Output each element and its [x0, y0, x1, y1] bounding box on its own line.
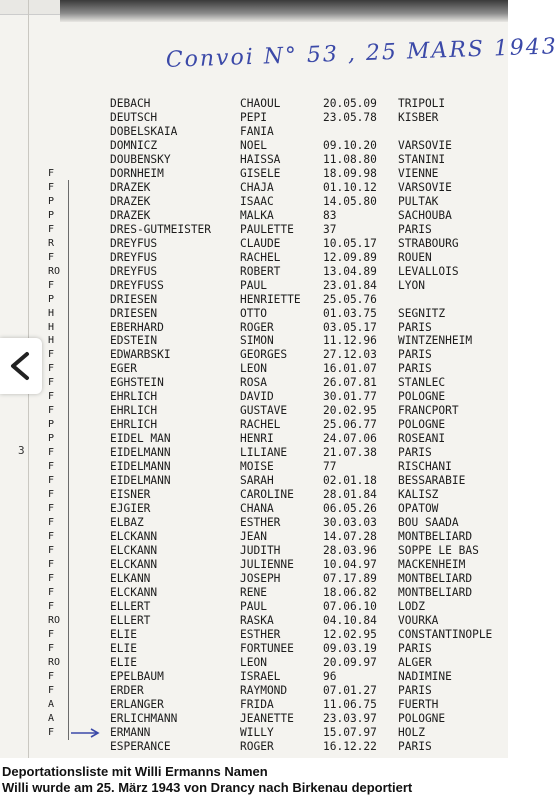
surname: ELLERT [110, 613, 151, 627]
surname: ELIE [110, 641, 137, 655]
previous-image-button[interactable] [0, 338, 42, 394]
surname: EJGIER [110, 502, 151, 516]
birth-place: ALGER [398, 655, 432, 669]
surname: ELCKANN [110, 558, 158, 571]
column-divider-line [68, 180, 69, 740]
birth-place: VIENNE [398, 166, 439, 180]
birth-place: SOPPE LE BAS [398, 544, 479, 558]
surname: DOBELSKAIA [110, 124, 178, 138]
birth-date: 25.06.77 [323, 418, 377, 432]
first-name: RASKA [240, 613, 274, 627]
nationality-code: P [48, 433, 55, 445]
birth-date: 13.04.89 [323, 264, 377, 278]
nationality-code: RO [48, 265, 61, 277]
birth-place: PARIS [398, 320, 432, 334]
birth-date: 28.03.96 [323, 544, 377, 558]
first-name: CAROLINE [240, 488, 294, 502]
first-name: LEON [240, 362, 267, 376]
handwritten-convoy-title: Convoi N° 53 , 25 MARS 1943 [165, 34, 559, 73]
nationality-code: F [48, 251, 55, 263]
birth-place: POLOGNE [398, 418, 446, 432]
nationality-code: F [48, 475, 55, 487]
birth-place: WINTZENHEIM [398, 334, 473, 348]
surname: DRAZEK [110, 180, 151, 194]
nationality-code: F [48, 642, 55, 654]
surname: ELKANN [110, 571, 151, 585]
surname: DREYFUS [110, 264, 158, 278]
birth-place: PARIS [398, 446, 432, 460]
nationality-code: F [48, 517, 55, 529]
birth-date: 21.07.38 [323, 446, 377, 460]
birth-date: 10.04.97 [323, 558, 377, 571]
birth-place: STRABOURG [398, 236, 459, 250]
birth-place: STANINI [398, 152, 446, 166]
first-name: SIMON [240, 334, 274, 348]
nationality-code: F [48, 586, 55, 598]
birth-date: 12.02.95 [323, 627, 377, 641]
birth-place: PULTAK [398, 194, 439, 208]
surname: DORNHEIM [110, 166, 164, 180]
surname: EDWARBSKI [110, 348, 171, 362]
nationality-code: F [48, 349, 55, 361]
birth-date: 18.09.98 [323, 166, 377, 180]
first-name: CLAUDE [240, 236, 281, 250]
first-name: HENRI [240, 432, 274, 446]
birth-date: 03.05.17 [323, 320, 377, 334]
chevron-left-icon [6, 351, 34, 381]
birth-place: FUERTH [398, 697, 439, 711]
nationality-code: P [48, 195, 55, 207]
nationality-code: RO [48, 614, 61, 626]
nationality-code: F [48, 405, 55, 417]
first-name: RACHEL [240, 250, 281, 264]
birth-date: 23.05.78 [323, 110, 377, 124]
birth-place: PARIS [398, 641, 432, 655]
nationality-code: P [48, 209, 55, 221]
nationality-code: RO [48, 656, 61, 668]
surname: EGER [110, 362, 137, 376]
birth-place: STANLEC [398, 376, 446, 390]
birth-date: 02.01.18 [323, 474, 377, 488]
first-name: FANIA [240, 124, 274, 138]
birth-date: 20.09.97 [323, 655, 377, 669]
surname: ERDER [110, 683, 144, 697]
first-name: GISELE [240, 166, 281, 180]
nationality-code: P [48, 293, 55, 305]
nationality-code: F [48, 223, 55, 235]
nationality-code: F [48, 279, 55, 291]
surname: EHRLICH [110, 390, 158, 404]
nationality-code: F [48, 181, 55, 193]
birth-place: PARIS [398, 739, 432, 753]
first-name: JEANETTE [240, 711, 294, 725]
first-name: JEAN [240, 530, 267, 544]
surname: DRIESEN [110, 306, 158, 320]
surname: ELIE [110, 655, 137, 669]
first-name: NOEL [240, 138, 267, 152]
birth-date: 06.05.26 [323, 502, 377, 516]
birth-date: 07.06.10 [323, 599, 377, 613]
birth-date: 01.10.12 [323, 180, 377, 194]
nationality-code: F [48, 600, 55, 612]
surname: EIDELMANN [110, 460, 171, 474]
nationality-code: F [48, 489, 55, 501]
birth-place: LODZ [398, 599, 425, 613]
surname: EIDEL MAN [110, 432, 171, 446]
first-name: GEORGES [240, 348, 288, 362]
surname: EDSTEIN [110, 334, 158, 348]
first-name: ROGER [240, 739, 274, 753]
nationality-code: F [48, 726, 55, 738]
nationality-code: H [48, 335, 55, 347]
surname: DOMNICZ [110, 138, 158, 152]
nationality-code: F [48, 545, 55, 557]
surname: EBERHARD [110, 320, 164, 334]
birth-place: VARSOVIE [398, 138, 452, 152]
birth-place: POLOGNE [398, 711, 446, 725]
surname: EPELBAUM [110, 669, 164, 683]
first-name: JULIENNE [240, 558, 294, 571]
surname: ELIE [110, 627, 137, 641]
birth-place: MONTBELIARD [398, 571, 473, 585]
birth-place: TRIPOLI [398, 97, 446, 110]
birth-place: ROSEANI [398, 432, 446, 446]
birth-place: KISBER [398, 110, 439, 124]
birth-date: 30.03.03 [323, 516, 377, 530]
first-name: MALKA [240, 208, 274, 222]
birth-place: SEGNITZ [398, 306, 446, 320]
arrow-pointer-icon [70, 728, 100, 738]
first-name: ISRAEL [240, 669, 281, 683]
birth-date: 16.01.07 [323, 362, 377, 376]
birth-place: MACKENHEIM [398, 558, 466, 571]
nationality-code: F [48, 572, 55, 584]
first-name: CHAJA [240, 180, 274, 194]
surname: EISNER [110, 488, 151, 502]
first-name: JUDITH [240, 544, 281, 558]
birth-date: 23.03.97 [323, 711, 377, 725]
birth-date: 14.05.80 [323, 194, 377, 208]
surname: EIDELMANN [110, 474, 171, 488]
birth-date: 04.10.84 [323, 613, 377, 627]
birth-place: POLOGNE [398, 390, 446, 404]
nationality-code: H [48, 307, 55, 319]
first-name: GUSTAVE [240, 404, 288, 418]
surname: DRES-GUTMEISTER [110, 222, 212, 236]
birth-place: ROUEN [398, 250, 432, 264]
first-name: FRIDA [240, 697, 274, 711]
birth-date: 11.08.80 [323, 152, 377, 166]
first-name: PEPI [240, 110, 267, 124]
nationality-code: F [48, 628, 55, 640]
first-name: LEON [240, 655, 267, 669]
surname: EGHSTEIN [110, 376, 164, 390]
birth-place: MONTBELIARD [398, 585, 473, 599]
birth-place: LYON [398, 278, 425, 292]
birth-place: SACHOUBA [398, 208, 452, 222]
surname: ELBAZ [110, 516, 144, 530]
first-name: ISAAC [240, 194, 274, 208]
birth-date: 15.07.97 [323, 725, 377, 739]
birth-place: PARIS [398, 683, 432, 697]
birth-date: 01.03.75 [323, 306, 377, 320]
caption-line-2: Willi wurde am 25. März 1943 von Drancy nach Birkenau deportiert [2, 780, 413, 795]
surname: EIDELMANN [110, 446, 171, 460]
birth-date: 24.07.06 [323, 432, 377, 446]
first-name: PAULETTE [240, 222, 294, 236]
birth-date: 28.01.84 [323, 488, 377, 502]
birth-date: 20.05.09 [323, 97, 377, 110]
surname: ELCKANN [110, 585, 158, 599]
first-name: PAUL [240, 278, 267, 292]
first-name: WILLY [240, 725, 274, 739]
first-name: LILIANE [240, 446, 288, 460]
birth-date: 26.07.81 [323, 376, 377, 390]
first-name: DAVID [240, 390, 274, 404]
surname: ERLANGER [110, 697, 164, 711]
birth-date: 09.10.20 [323, 138, 377, 152]
nationality-code: F [48, 670, 55, 682]
birth-place: PARIS [398, 362, 432, 376]
birth-date: 09.03.19 [323, 641, 377, 655]
first-name: ROGER [240, 320, 274, 334]
caption-line-1: Deportationsliste mit Willi Ermanns Namen [2, 764, 268, 779]
nationality-code: P [48, 419, 55, 431]
birth-date: 11.06.75 [323, 697, 377, 711]
birth-place: MONTBELIARD [398, 530, 473, 544]
surname: EHRLICH [110, 418, 158, 432]
surname: DRAZEK [110, 208, 151, 222]
first-name: ROBERT [240, 264, 281, 278]
first-name: HENRIETTE [240, 292, 301, 306]
birth-place: VARSOVIE [398, 180, 452, 194]
nationality-code: F [48, 531, 55, 543]
first-name: FORTUNEE [240, 641, 294, 655]
birth-place: LEVALLOIS [398, 264, 459, 278]
birth-place: PARIS [398, 348, 432, 362]
surname: DREYFUS [110, 236, 158, 250]
surname: EHRLICH [110, 404, 158, 418]
nationality-code: F [48, 167, 55, 179]
first-name: MOISE [240, 460, 274, 474]
birth-date: 25.05.76 [323, 292, 377, 306]
first-name: SARAH [240, 474, 274, 488]
surname: DEBACH [110, 97, 151, 110]
nationality-code: H [48, 321, 55, 333]
birth-date: 14.07.28 [323, 530, 377, 544]
birth-date: 10.05.17 [323, 236, 377, 250]
surname: DREYFUSS [110, 278, 164, 292]
surname: DEUTSCH [110, 110, 158, 124]
birth-place: BESSARABIE [398, 474, 466, 488]
scan-top-edge-left [0, 0, 60, 15]
margin-mark: 3 [18, 444, 25, 457]
birth-date: 23.01.84 [323, 278, 377, 292]
nationality-code: A [48, 698, 55, 710]
birth-place: OPATOW [398, 502, 439, 516]
surname: ELCKANN [110, 530, 158, 544]
birth-place: FRANCPORT [398, 404, 459, 418]
birth-place: KALISZ [398, 488, 439, 502]
nationality-code: F [48, 447, 55, 459]
first-name: RENE [240, 585, 267, 599]
nationality-code: R [48, 237, 55, 249]
birth-date: 83 [323, 208, 337, 222]
birth-place: VOURKA [398, 613, 439, 627]
nationality-code: F [48, 461, 55, 473]
nationality-code: F [48, 503, 55, 515]
birth-date: 07.01.27 [323, 683, 377, 697]
birth-place: NADIMINE [398, 669, 452, 683]
birth-date: 37 [323, 222, 337, 236]
first-name: ESTHER [240, 516, 281, 530]
surname: ERMANN [110, 725, 151, 739]
scan-top-edge [60, 0, 508, 22]
surname: ELCKANN [110, 544, 158, 558]
birth-date: 11.12.96 [323, 334, 377, 348]
birth-date: 18.06.82 [323, 585, 377, 599]
first-name: HAISSA [240, 152, 281, 166]
birth-date: 30.01.77 [323, 390, 377, 404]
surname: ESPERANCE [110, 739, 171, 753]
birth-place: RISCHANI [398, 460, 452, 474]
surname: ERLICHMANN [110, 711, 178, 725]
surname: DREYFUS [110, 250, 158, 264]
birth-date: 07.17.89 [323, 571, 377, 585]
birth-place: CONSTANTINOPLE [398, 627, 493, 641]
first-name: RACHEL [240, 418, 281, 432]
birth-date: 16.12.22 [323, 739, 377, 753]
nationality-code: F [48, 363, 55, 375]
first-name: CHAOUL [240, 97, 281, 110]
birth-date: 12.09.89 [323, 250, 377, 264]
birth-date: 27.12.03 [323, 348, 377, 362]
surname: ELLERT [110, 599, 151, 613]
birth-date: 77 [323, 460, 337, 474]
first-name: JOSEPH [240, 571, 281, 585]
nationality-code: A [48, 712, 55, 724]
nationality-code: F [48, 559, 55, 570]
first-name: RAYMOND [240, 683, 288, 697]
surname: DRAZEK [110, 194, 151, 208]
first-name: OTTO [240, 306, 267, 320]
surname: DRIESEN [110, 292, 158, 306]
nationality-code: F [48, 684, 55, 696]
first-name: ESTHER [240, 627, 281, 641]
first-name: CHANA [240, 502, 274, 516]
birth-date: 20.02.95 [323, 404, 377, 418]
birth-date: 96 [323, 669, 337, 683]
image-caption [2, 764, 506, 796]
nationality-code: F [48, 391, 55, 403]
birth-place: PARIS [398, 222, 432, 236]
nationality-code: F [48, 377, 55, 389]
birth-place: HOLZ [398, 725, 425, 739]
surname: DOUBENSKY [110, 152, 171, 166]
first-name: PAUL [240, 599, 267, 613]
birth-place: BOU SAADA [398, 516, 459, 530]
first-name: ROSA [240, 376, 267, 390]
